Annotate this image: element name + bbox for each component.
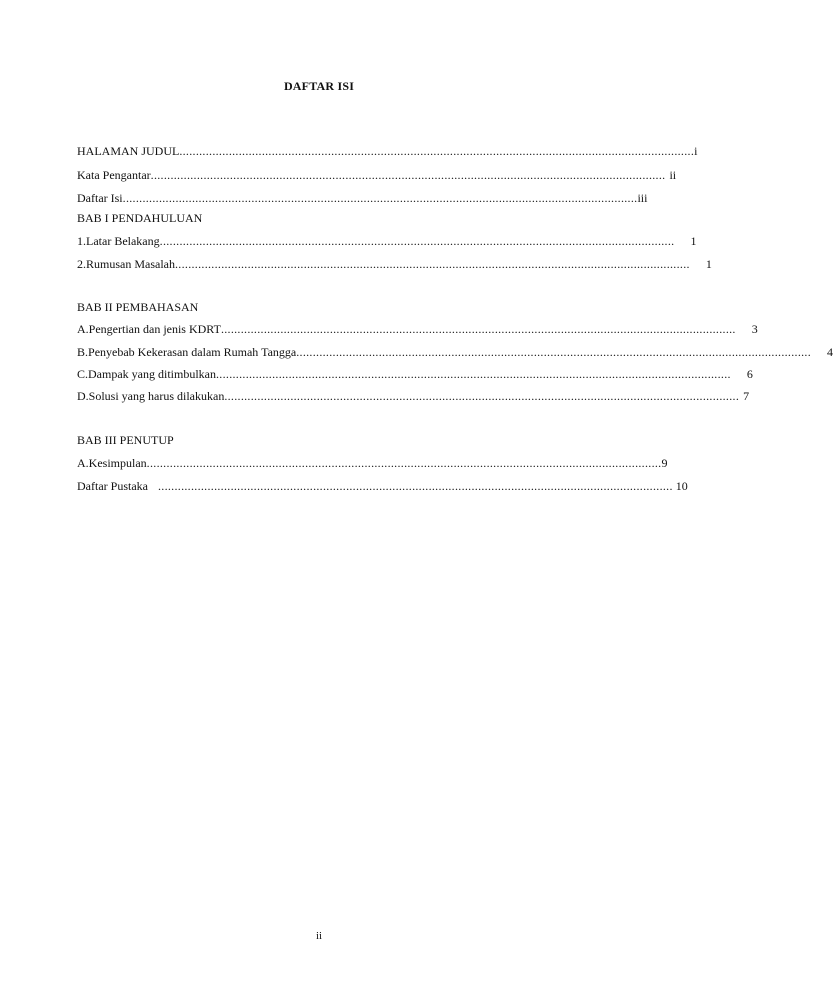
toc-page-number: ii bbox=[669, 168, 677, 182]
toc-leader: ............................................................................................................................................................ bbox=[220, 322, 736, 336]
toc-label: Pengertian dan jenis KDRT bbox=[88, 322, 221, 336]
toc-entry-rumusan-masalah bbox=[77, 257, 712, 271]
toc-label: Kesimpulan bbox=[88, 456, 147, 470]
section-heading-bab-2: BAB II PEMBAHASAN bbox=[77, 300, 199, 314]
toc-leader: ............................................................................................................................................................ bbox=[224, 389, 740, 403]
toc-leader: ............................................................................................................................................................ bbox=[122, 191, 638, 205]
toc-label: HALAMAN JUDUL bbox=[77, 144, 180, 158]
toc-leader: ............................................................................................................................................................ bbox=[296, 345, 812, 359]
toc-page-number: 9 bbox=[661, 456, 668, 470]
toc-number: C. bbox=[77, 367, 89, 381]
toc-entry-latar-belakang bbox=[77, 234, 697, 248]
toc-number: 1. bbox=[77, 234, 86, 248]
section-heading-bab-1: BAB I PENDAHULUAN bbox=[77, 211, 203, 225]
toc-page-number: 1 bbox=[690, 234, 697, 248]
toc-page-number: 3 bbox=[751, 322, 758, 336]
toc-page-number: 4 bbox=[827, 345, 833, 359]
toc-leader: ............................................................................................................................................................ bbox=[216, 367, 731, 381]
toc-number: D. bbox=[77, 389, 89, 403]
toc-entry-pengertian bbox=[77, 322, 758, 336]
toc-number: 2. bbox=[77, 257, 86, 271]
toc-label: Daftar Isi bbox=[77, 191, 123, 205]
toc-entry-daftar-isi bbox=[77, 191, 648, 205]
toc-page-number: 10 bbox=[675, 479, 688, 493]
toc-entry-solusi bbox=[77, 389, 750, 403]
page-number-footer: ii bbox=[315, 930, 323, 942]
toc-page-number: iii bbox=[637, 191, 648, 205]
toc-leader: ............................................................................................................................................................ bbox=[175, 257, 690, 271]
toc-label: Solusi yang harus dilakukan bbox=[88, 389, 225, 403]
toc-number: A. bbox=[77, 322, 89, 336]
toc-page-number: 6 bbox=[746, 367, 753, 381]
toc-entry-penyebab bbox=[77, 345, 833, 359]
toc-entry-dampak bbox=[77, 367, 753, 381]
toc-label: Daftar Pustaka bbox=[77, 479, 148, 493]
section-heading-bab-3: BAB III PENUTUP bbox=[77, 433, 174, 447]
toc-entry-kata-pengantar bbox=[77, 168, 677, 182]
toc-label: Penyebab Kekerasan dalam Rumah Tangga bbox=[88, 345, 297, 359]
toc-number: A. bbox=[77, 456, 89, 470]
toc-leader: ............................................................................................................................................................ bbox=[179, 144, 695, 158]
toc-entry-kesimpulan bbox=[77, 456, 668, 470]
toc-page-number: 7 bbox=[743, 389, 750, 403]
toc-entry-daftar-pustaka bbox=[77, 479, 688, 493]
page-title: DAFTAR ISI bbox=[283, 79, 355, 93]
toc-entry-halaman-judul bbox=[77, 144, 698, 158]
toc-page-number: i bbox=[694, 144, 698, 158]
toc-label: Dampak yang ditimbulkan bbox=[88, 367, 216, 381]
toc-leader: ............................................................................................................................................................ bbox=[146, 456, 662, 470]
toc-label: Latar Belakang bbox=[86, 234, 160, 248]
toc-label: Rumusan Masalah bbox=[86, 257, 175, 271]
toc-number: B. bbox=[77, 345, 89, 359]
toc-leader: ............................................................................................................................................................ bbox=[157, 479, 673, 493]
toc-leader: ............................................................................................................................................................ bbox=[150, 168, 666, 182]
toc-page-number: 1 bbox=[705, 257, 712, 271]
toc-label: Kata Pengantar bbox=[77, 168, 151, 182]
toc-leader: ............................................................................................................................................................ bbox=[159, 234, 675, 248]
